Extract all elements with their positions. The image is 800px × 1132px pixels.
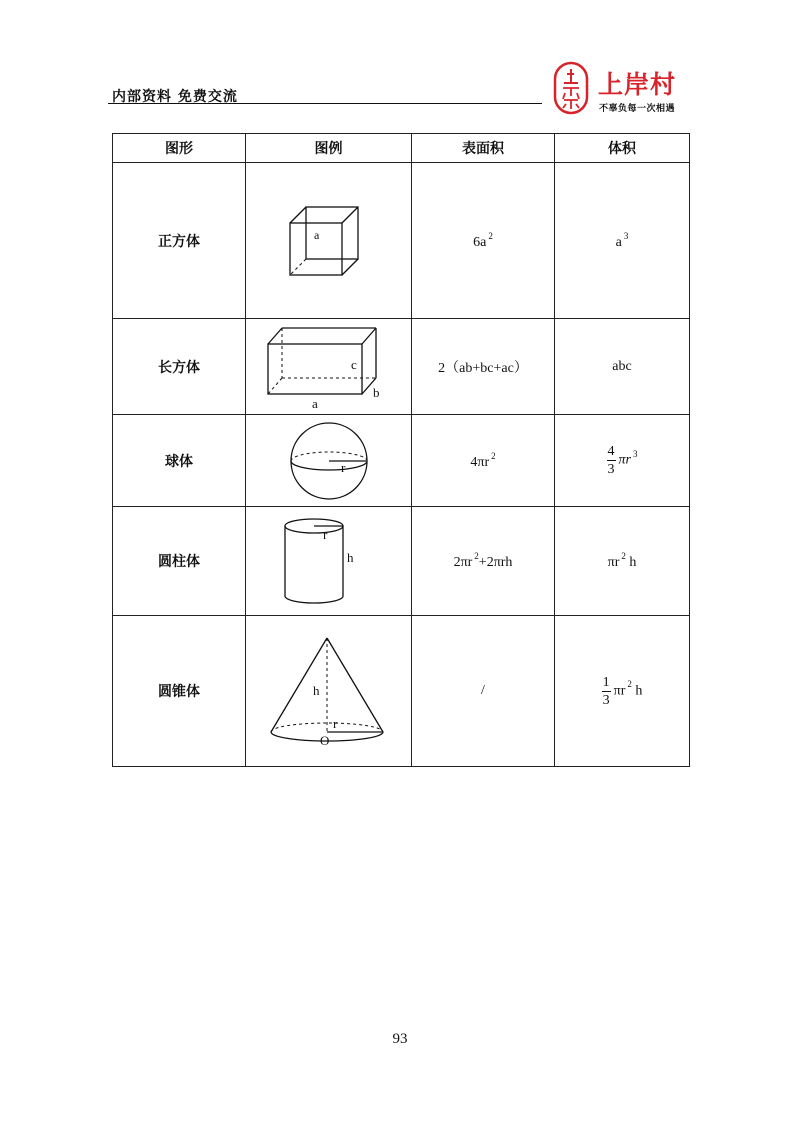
volume-formula: $\frac{1}{3}$ πr $^2$ h <box>555 616 690 767</box>
sphere-figure <box>286 421 372 501</box>
shape-name: 长方体 <box>113 319 246 415</box>
cube-figure <box>284 201 374 281</box>
fraction: $\frac{1}{3}$ <box>602 674 610 708</box>
radius-label: r <box>340 459 345 475</box>
table-row <box>113 163 690 319</box>
cuboid-figure <box>262 324 396 410</box>
height-label: h <box>346 550 353 565</box>
logo-slogan: 不辜负每一次相遇 <box>599 104 676 114</box>
surface-area-formula: 6a $^2$ <box>412 163 555 319</box>
table-row <box>113 319 690 415</box>
logo-name: 上岸村 <box>598 70 677 99</box>
sphere-diagram <box>246 415 412 507</box>
edge-label: a <box>313 227 319 242</box>
column-header-shape: 图形 <box>113 134 246 163</box>
brand-logo <box>552 60 692 120</box>
volume-formula: $\frac{4}{3}$ πr $^3$ <box>555 415 690 507</box>
cylinder-diagram <box>246 507 412 616</box>
surface-area-formula: 2（ab+bc+ac） <box>412 319 555 415</box>
height-label: c <box>350 356 357 372</box>
height-label: h <box>312 683 319 698</box>
cone-figure <box>269 635 389 747</box>
surface-area-formula: / <box>412 616 555 767</box>
column-header-surface-area: 表面积 <box>412 134 555 163</box>
column-header-figure: 图例 <box>246 134 412 163</box>
surface-area-formula: 4πr $^2$ <box>412 415 555 507</box>
table-header-row <box>113 134 690 163</box>
table-row <box>113 415 690 507</box>
table-row <box>113 616 690 767</box>
surface-area-formula: 2πr $^2$+2πrh <box>412 507 555 616</box>
center-label: O <box>319 733 329 747</box>
cone-diagram <box>246 616 412 767</box>
volume-formula: a $^3$ <box>555 163 690 319</box>
shape-name: 球体 <box>113 415 246 507</box>
column-header-volume: 体积 <box>555 134 690 163</box>
radius-label: r <box>332 716 337 731</box>
length-label: a <box>311 395 318 410</box>
width-label: b <box>372 384 379 400</box>
header-rule <box>108 103 542 104</box>
shape-name: 圆柱体 <box>113 507 246 616</box>
seal-icon <box>552 60 590 116</box>
page-number: 93 <box>392 1031 408 1047</box>
shape-name: 圆锥体 <box>113 616 246 767</box>
table-row <box>113 507 690 616</box>
shape-name: 正方体 <box>113 163 246 319</box>
radius-label: r <box>322 527 327 542</box>
cylinder-figure <box>284 516 374 606</box>
cube-diagram <box>246 163 412 319</box>
cuboid-diagram <box>246 319 412 415</box>
volume-formula: πr $^2$ h <box>555 507 690 616</box>
volume-formula: abc <box>555 319 690 415</box>
fraction: $\frac{4}{3}$ <box>607 444 615 477</box>
header-label: 内部资料 免费交流 <box>112 89 238 105</box>
geometry-formula-table <box>112 133 690 767</box>
